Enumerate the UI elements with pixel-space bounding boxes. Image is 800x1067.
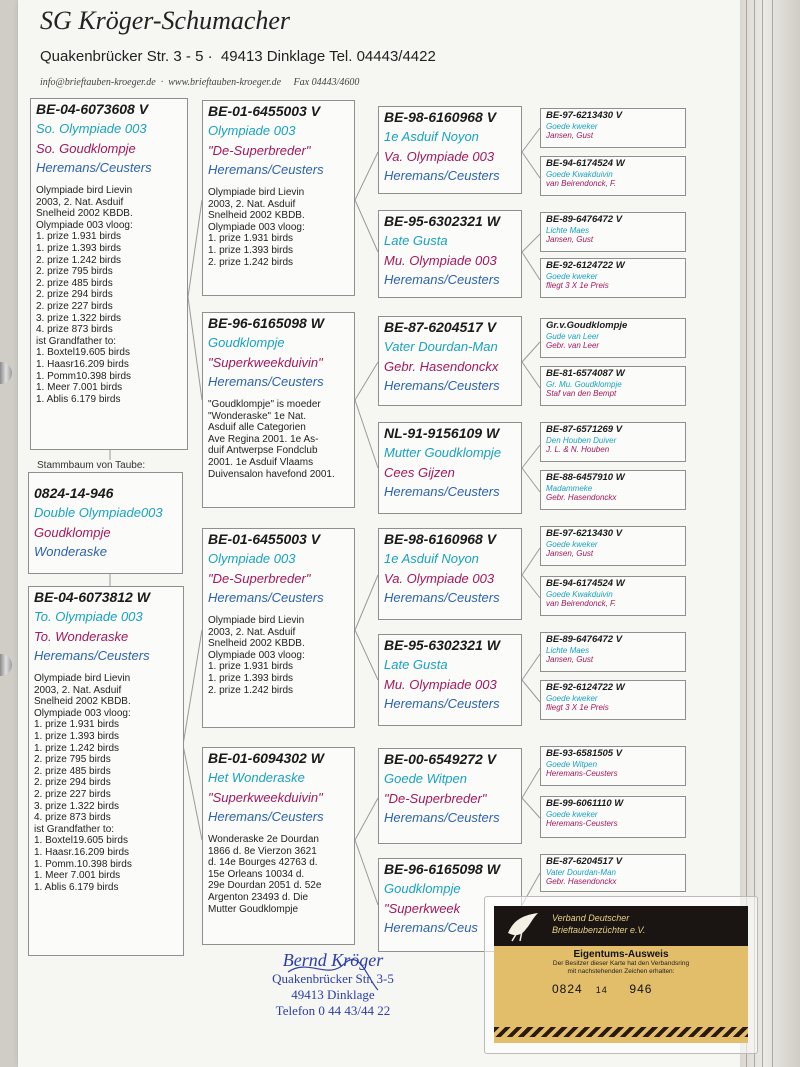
ggg-card[interactable] (540, 632, 686, 672)
gg-ring: BE-96-6165098 W (384, 861, 500, 877)
ggg-ring: BE-89-6476472 V (546, 634, 623, 645)
stamp-city: 49413 Dinklage (291, 987, 375, 1002)
ggg-ring: BE-92-6124722 W (546, 682, 625, 693)
grandparent-name: Goudklompje (208, 335, 285, 350)
ggg-line2: Jansen, Gust (546, 549, 594, 558)
mother-name: To. Olympiade 003 (34, 609, 143, 624)
info-line: duif Antwerpse Fondclub (208, 445, 318, 457)
great-grandparent-card[interactable] (378, 748, 522, 844)
stamp-name: Bernd Kröger (282, 950, 384, 970)
gg-name: Mutter Goudklompje (384, 445, 502, 460)
gg-name: Late Gusta (384, 657, 448, 672)
grandparent-line3: Heremans/Ceusters (208, 809, 324, 824)
ggg-card[interactable] (540, 680, 686, 720)
info-line: 3. prize 1.322 birds (34, 800, 120, 812)
ggg-line1: Goede kweker (546, 272, 598, 281)
info-line: 2001. 1e Asduif Vlaams (208, 456, 314, 468)
stamp-phone: Telefon 0 44 43/44 22 (275, 1003, 391, 1018)
ggg-line1: Gr. Mu. Goudklompje (546, 380, 622, 389)
father-card[interactable] (30, 98, 188, 450)
gg-line2: Gebr. Hasendonckx (384, 359, 499, 374)
card-org-line1: Verband Deutscher (552, 913, 630, 923)
signature-scribble (258, 950, 408, 1010)
ggg-ring: BE-92-6124722 W (546, 260, 625, 271)
father-name: So. Olympiade 003 (36, 121, 147, 136)
ggg-line1: Lichte Maes (546, 226, 590, 235)
info-line: Argenton 23493 d. Die (208, 891, 309, 903)
gg-name: Vater Dourdan-Man (384, 339, 498, 354)
info-line: 2. prize 795 birds (36, 266, 113, 278)
info-line: 1. prize 1.931 birds (208, 661, 294, 673)
gg-line2: "Superkweek (384, 901, 461, 916)
info-line: Snelheid 2002 KBDB. (34, 696, 131, 708)
gg-ring: BE-87-6204517 V (384, 319, 497, 335)
ggg-card[interactable] (540, 854, 686, 892)
info-line: 1. prize 1.931 birds (36, 231, 122, 243)
gg-name: Late Gusta (384, 233, 448, 248)
info-line: Olympiade bird Lievin (208, 187, 305, 198)
info-line: 2003, 2. Nat. Asduif (36, 196, 124, 208)
gg-line3: Heremans/Ceusters (384, 168, 500, 183)
gg-line3: Heremans/Ceusters (384, 484, 500, 499)
ggg-line2: Jansen, Gust (546, 235, 594, 244)
card-ring-year: 0824 (552, 982, 583, 996)
ggg-line1: Vater Dourdan-Man (546, 868, 616, 877)
info-line: Duivensalon havefond 2001. (208, 468, 335, 480)
ggg-ring: BE-97-6213430 V (546, 528, 623, 539)
gg-name: 1e Asduif Noyon (384, 551, 479, 566)
info-line: 2. prize 1.242 birds (208, 684, 294, 696)
card-header (494, 906, 748, 946)
gg-ring: BE-95-6302321 W (384, 213, 500, 229)
info-line: 1. prize 1.242 birds (34, 742, 120, 754)
mother-card[interactable] (28, 586, 184, 956)
ggg-line2: fliegt 3 X 1e Preis (546, 703, 609, 712)
grandparent-line2: "De-Superbreder" (208, 143, 311, 158)
info-line: 2. prize 227 birds (36, 300, 113, 312)
gg-line3: Heremans/Ceus (384, 920, 478, 935)
grandparent-line2: "Superkweekduivin" (208, 790, 323, 805)
info-line: Olympiade 003 vloog: (208, 221, 305, 233)
info-line: 2. prize 1.242 birds (208, 256, 294, 268)
card-title: Eigentums-Ausweis (573, 949, 669, 960)
breeder-stamp (258, 950, 408, 1019)
grandparent-line3: Heremans/Ceusters (208, 374, 324, 389)
great-grandparent-card[interactable] (378, 528, 522, 620)
gg-ring: BE-98-6160968 V (384, 531, 497, 547)
ggg-card[interactable] (540, 746, 686, 786)
ggg-line1: Goede kweker (546, 122, 598, 131)
dove-icon (504, 909, 544, 943)
info-line: 2. prize 485 birds (34, 765, 111, 777)
card-text-line2: mit nachstehenden Zeichen erhalten: (567, 968, 675, 975)
mother-line3: Heremans/Ceusters (34, 648, 150, 663)
info-line: d. 14e Bourges 42763 d. (208, 857, 318, 869)
info-line: ist Grandfather to: (36, 335, 117, 347)
grandparent-card[interactable] (202, 528, 355, 728)
breeder-address: Quakenbrücker Str. 3 - 5 · 49413 Dinklage Tel. 04443/4422 (40, 48, 436, 65)
ggg-line1: Den Houben Duiver (546, 436, 617, 445)
info-line: 2. prize 227 birds (34, 788, 111, 800)
info-line: 2. prize 294 birds (34, 777, 111, 789)
ggg-ring: BE-87-6571269 V (546, 424, 623, 435)
info-line: 4. prize 873 birds (34, 812, 111, 824)
grandparent-name: Olympiade 003 (208, 551, 296, 566)
ggg-line1: Lichte Maes (546, 646, 590, 655)
grandparent-card[interactable] (202, 747, 355, 945)
grandparent-card[interactable] (202, 312, 355, 508)
card-pattern (494, 1027, 748, 1037)
pigeon-card[interactable] (28, 472, 183, 574)
ggg-ring: Gr.v.Goudklompje (546, 320, 628, 331)
gg-name: Goudklompje (384, 881, 461, 896)
info-line: 1. Pomm.10.398 birds (34, 858, 132, 870)
ggg-line2: Gebr. Hasendonckx (546, 493, 617, 502)
father-line2: So. Goudklompje (36, 141, 136, 156)
info-line: "Wonderaske" 1e Nat. (208, 410, 307, 422)
pigeon-line2: Goudklompje (34, 525, 111, 540)
ggg-line1: Goede Kwakduivin (546, 590, 613, 599)
ggg-ring: BE-93-6581505 V (546, 748, 623, 759)
gg-line2: Va. Olympiade 003 (384, 571, 495, 586)
info-line: 4. prize 873 birds (36, 324, 113, 336)
gg-line2: "De-Superbreder" (384, 791, 487, 806)
stamp-street: Quakenbrücker Str. 3-5 (272, 971, 394, 986)
ggg-card[interactable] (540, 470, 686, 510)
card-org-line2: Brieftaubenzüchter e.V. (552, 925, 646, 935)
info-line: 1. Meer 7.001 birds (36, 382, 123, 394)
grandparent-ring: BE-96-6165098 W (208, 315, 324, 331)
info-line: 29e Dourdan 2051 d. 52e (208, 880, 322, 892)
gg-line2: Va. Olympiade 003 (384, 149, 495, 164)
info-line: Snelheid 2002 KBDB. (208, 638, 305, 650)
ggg-card[interactable] (540, 108, 686, 148)
ggg-line1: Goede kweker (546, 540, 598, 549)
great-grandparent-card[interactable] (378, 210, 522, 298)
ggg-line1: Madammeke (546, 484, 593, 493)
info-line: Olympiade 003 vloog: (34, 707, 131, 719)
info-line: 1. Ablis 6.179 birds (36, 393, 121, 405)
ggg-ring: BE-99-6061110 W (546, 798, 624, 809)
ggg-line2: Gebr. Hasendonckx (546, 877, 617, 886)
ggg-line2: J. L. & N. Houben (546, 445, 610, 454)
ggg-line2: van Beirendonck, F. (546, 599, 617, 608)
info-line: 1. Haasr.16.209 birds (34, 846, 130, 858)
ggg-card[interactable] (540, 366, 686, 406)
ggg-ring: BE-94-6174524 W (546, 158, 625, 169)
gg-line3: Heremans/Ceusters (384, 590, 500, 605)
info-line: 1866 d. 8e Vierzon 3621 (208, 845, 317, 857)
ggg-card[interactable] (540, 576, 686, 616)
great-grandparent-card[interactable] (378, 316, 522, 406)
info-line: 1. prize 1.931 birds (34, 719, 120, 731)
breeder-contacts: info@brieftauben-kroeger.de · www.brieftauben-kroeger.de Fax 04443/4600 (40, 77, 360, 88)
father-line3: Heremans/Ceusters (36, 160, 152, 175)
grandparent-info (208, 399, 349, 480)
card-text-line1: Der Besitzer dieser Karte hat den Verbandsring (552, 960, 690, 967)
info-line: Olympiade bird Lievin (36, 185, 133, 196)
info-line: 1. Pomm10.398 birds (36, 370, 132, 382)
info-line: 1. Boxtel19.605 birds (34, 835, 128, 847)
info-line: 2. prize 795 birds (34, 754, 111, 766)
ggg-ring: BE-97-6213430 V (546, 110, 623, 121)
ggg-line2: Heremans-Ceusters (546, 769, 618, 778)
info-line: 2003, 2. Nat. Asduif (208, 626, 296, 638)
great-grandparent-card[interactable] (378, 422, 522, 514)
grandparent-name: Olympiade 003 (208, 123, 296, 138)
ggg-card[interactable] (540, 318, 686, 358)
card-ring-mark: 14 (595, 985, 608, 995)
ggg-line1: Goede Witpen (546, 760, 598, 769)
card-ring-no: 946 (629, 982, 653, 996)
gg-line3: Heremans/Ceusters (384, 272, 500, 287)
gg-name: Goede Witpen (384, 771, 467, 786)
grandparent-info (208, 187, 349, 268)
ggg-line1: Goede Kwakduivin (546, 170, 613, 179)
ggg-line2: Staf van den Bempt (546, 389, 617, 398)
grandparent-line3: Heremans/Ceusters (208, 162, 324, 177)
grandparent-line2: "De-Superbreder" (208, 571, 311, 586)
info-line: 1. Boxtel19.605 birds (36, 347, 130, 359)
info-line: ist Grandfather to: (34, 823, 115, 835)
grandparent-card[interactable] (202, 100, 355, 296)
grandparent-line2: "Superkweekduivin" (208, 355, 323, 370)
ggg-line2: Heremans-Ceusters (546, 819, 618, 828)
info-line: 15e Orleans 10034 d. (208, 868, 305, 880)
grandparent-ring: BE-01-6455003 V (208, 103, 321, 119)
ownership-card (484, 896, 758, 1054)
info-line: Snelheid 2002 KBDB. (36, 208, 133, 220)
info-line: Olympiade bird Lievin (208, 615, 305, 626)
info-line: 1. prize 1.393 birds (208, 672, 294, 684)
gg-ring: BE-98-6160968 V (384, 109, 497, 125)
great-grandparent-card[interactable] (378, 634, 522, 726)
ggg-ring: BE-89-6476472 V (546, 214, 623, 225)
gg-ring: BE-95-6302321 W (384, 637, 500, 653)
ggg-line2: Jansen, Gust (546, 655, 594, 664)
father-ring: BE-04-6073608 V (36, 101, 149, 117)
grandparent-ring: BE-01-6094302 W (208, 750, 324, 766)
gg-line2: Mu. Olympiade 003 (384, 677, 497, 692)
gg-ring: BE-00-6549272 V (384, 751, 497, 767)
info-line: 1. prize 1.393 birds (208, 244, 294, 256)
info-line: 2003, 2. Nat. Asduif (34, 684, 122, 696)
father-info (36, 185, 182, 405)
info-line: 3. prize 1.322 birds (36, 312, 122, 324)
ggg-line2: fliegt 3 X 1e Preis (546, 281, 609, 290)
card-ring-number (494, 982, 748, 996)
ggg-card[interactable] (540, 422, 686, 462)
info-line: 1. prize 1.931 birds (208, 233, 294, 245)
mother-info (34, 673, 178, 893)
grandparent-info (208, 615, 349, 696)
info-line: 2. prize 485 birds (36, 277, 113, 289)
info-line: 2003, 2. Nat. Asduif (208, 198, 296, 210)
ggg-line1: Gude van Leer (546, 332, 599, 341)
info-line: 2. prize 1.242 birds (36, 254, 122, 266)
grandparent-name: Het Wonderaske (208, 770, 305, 785)
mother-ring: BE-04-6073812 W (34, 589, 150, 605)
pigeon-ring: 0824-14-946 (34, 485, 114, 501)
ggg-ring: BE-88-6457910 W (546, 472, 625, 483)
ggg-line2: Jansen, Gust (546, 131, 594, 140)
gg-line3: Heremans/Ceusters (384, 378, 500, 393)
info-line: 1. Ablis 6.179 birds (34, 881, 119, 893)
ggg-line2: Gebr. van Leer (546, 341, 600, 350)
info-line: "Goudklompje" is moeder (208, 399, 321, 410)
info-line: 1. Meer 7.001 birds (34, 870, 121, 882)
info-line: 1. Haasr16.209 birds (36, 358, 129, 370)
gg-line3: Heremans/Ceusters (384, 810, 500, 825)
info-line: Olympiade 003 vloog: (36, 219, 133, 231)
ggg-line1: Goede kweker (546, 694, 598, 703)
ggg-card[interactable] (540, 526, 686, 566)
breeder-title: SG Kröger-Schumacher (40, 6, 291, 35)
ggg-line2: van Beirendonck, F. (546, 179, 617, 188)
stammbaum-label: Stammbaum von Taube: (34, 460, 148, 471)
pigeon-line3: Wonderaske (34, 544, 107, 559)
ggg-card[interactable] (540, 212, 686, 252)
grandparent-ring: BE-01-6455003 V (208, 531, 321, 547)
ggg-ring: BE-87-6204517 V (546, 856, 623, 867)
info-line: Olympiade 003 vloog: (208, 649, 305, 661)
grandparent-line3: Heremans/Ceusters (208, 590, 324, 605)
info-line: Asduif alle Categorien (208, 422, 306, 434)
info-line: Mutter Goudklompje (208, 903, 299, 915)
info-line: 2. prize 294 birds (36, 289, 113, 301)
pigeon-name: Double Olympiade003 (34, 505, 163, 520)
info-line: 1. prize 1.393 birds (34, 730, 120, 742)
info-line: Olympiade bird Lievin (34, 673, 131, 684)
gg-line3: Heremans/Ceusters (384, 696, 500, 711)
info-line: Snelheid 2002 KBDB. (208, 210, 305, 222)
gg-line2: Mu. Olympiade 003 (384, 253, 497, 268)
ggg-card[interactable] (540, 258, 686, 298)
info-line: Ave Regina 2001. 1e As- (208, 433, 319, 445)
gg-name: 1e Asduif Noyon (384, 129, 479, 144)
ggg-ring: BE-94-6174524 W (546, 578, 625, 589)
ggg-card[interactable] (540, 156, 686, 196)
ggg-line1: Goede kweker (546, 810, 598, 819)
gg-ring: NL-91-9156109 W (384, 425, 500, 441)
great-grandparent-card[interactable] (378, 106, 522, 194)
ggg-ring: BE-81-6574087 W (546, 368, 625, 379)
mother-line2: To. Wonderaske (34, 629, 129, 644)
info-line: 1. prize 1.393 birds (36, 242, 122, 254)
grandparent-info (208, 834, 349, 915)
gg-line2: Cees Gijzen (384, 465, 455, 480)
info-line: Wonderaske 2e Dourdan (208, 834, 319, 845)
ggg-card[interactable] (540, 796, 686, 838)
